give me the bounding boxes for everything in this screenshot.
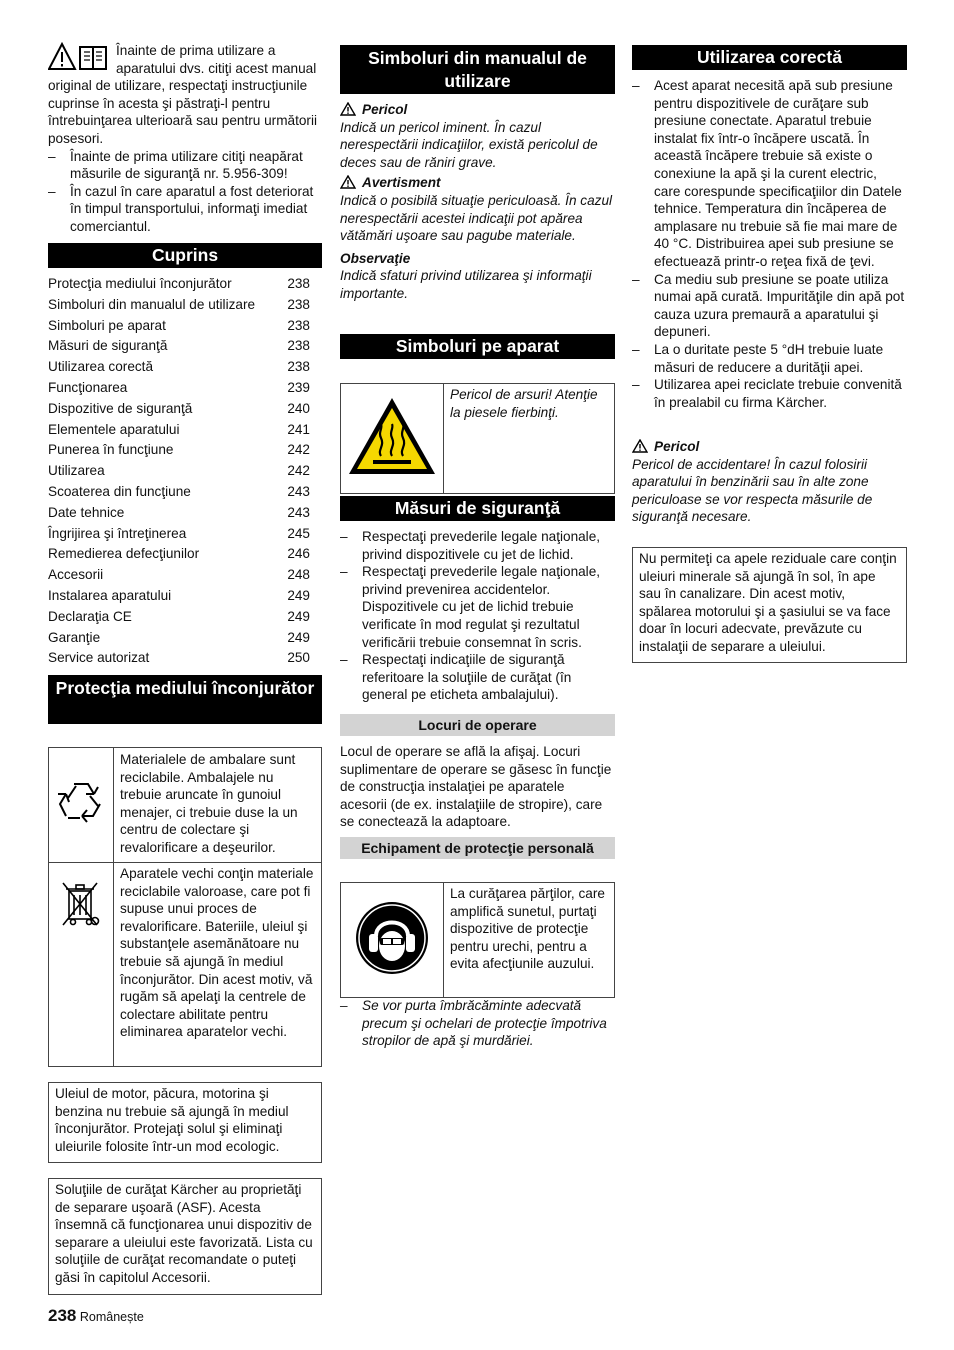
list-item: – La o duritate peste 5 °dH trebuie luate măsuri de reducere a durităţii apei. [632, 341, 907, 376]
device-symbols-heading: Simboluri pe aparat [340, 334, 615, 359]
intro-block [48, 42, 322, 236]
safety-list [340, 528, 615, 704]
toc-heading: Cuprins [48, 243, 322, 268]
toc-row [48, 525, 322, 546]
proper-use-danger [632, 438, 907, 526]
intro-list [48, 148, 322, 236]
weee-text: Aparatele vechi conţin materiale reciclabile valoroase, care pot fi supuse unui proces de revalorificare. Bateriile, uleiul şi substanţele asemănătoare nu trebuie să ajungă în mediul înconjurător. Din acest motiv, vă rugăm să apelaţi la centrele de colectare abilitate pentru eliminarea aparatelor vechi. [114, 863, 322, 1067]
page-number: 238 [48, 1306, 77, 1325]
toc-entry-page: 242 [287, 463, 310, 479]
toc-entry-label: Măsuri de siguranţă [48, 338, 168, 354]
toc-row [48, 566, 322, 587]
toc-entry-page: 238 [287, 359, 310, 375]
note-text: Indică sfaturi privind utilizarea şi informaţii importante. [340, 268, 592, 301]
toc-row [48, 504, 322, 525]
danger-label: Pericol [654, 439, 700, 454]
ppe-text: La curăţarea părţilor, care amplifică sunetul, purtaţi dispozitive de protecţie pentru urechi, pentru a evita afecţiunile auzului. [444, 883, 615, 998]
danger-label: Pericol [362, 102, 408, 117]
danger-label-row [340, 101, 615, 119]
toc-entry-page: 238 [287, 296, 310, 312]
environment-heading: Protecţia mediului înconjurător [48, 675, 322, 724]
list-item: – Respectaţi prevederile legale naţionale, privind dispozitivele cu jet de lichid. [340, 528, 615, 563]
list-item: – Respectaţi prevederile legale naţionale, privind prevenirea accidentelor. Dispozitivele cu jet de lichid trebuie verificate în mod regulat şi rezultatul verificării trebuie consemnat în scris. [340, 563, 615, 651]
toc-entry-label: Remedierea defecţiunilor [48, 546, 200, 562]
toc-row [48, 629, 322, 650]
toc-entry-label: Garanţie [48, 629, 101, 645]
toc-row [48, 317, 322, 338]
danger-text: Pericol de accidentare! În cazul folosirii aparatului în benzinării sau în alte zone periculoase se vor respecta măsurile de siguranţă necesare. [632, 456, 873, 525]
asf-notice-box [48, 1178, 322, 1295]
list-item: – Ca mediu sub presiune se poate utiliza numai apă curată. Impurităţile din apă pot cauza uzura premaură a aparatului şi depuneri. [632, 271, 907, 341]
toc-entry-page: 242 [287, 442, 310, 458]
list-item: – În cazul în care aparatul a fost deteriorat în timpul transportului, informaţi imediat comerciantul. [48, 183, 322, 236]
toc-entry-label: Îngrijirea şi întreţinerea [48, 525, 187, 541]
toc-row [48, 608, 322, 629]
ppe-list [340, 997, 615, 1050]
operating-text: Locul de operare se află la afişaj. Locuri suplimentare de operare se găsesc în funcţie de construcţia instalaţiei pe aparatele acesorii (de ex. instalaţiile de stropire), care se conectează la adaptoare. [340, 744, 612, 830]
toc-row [48, 379, 322, 400]
toc-row [48, 649, 322, 670]
list-item: – Utilizarea apei reciclate trebuie convenită în prealabil cu firma Kärcher. [632, 376, 907, 411]
ppe-table [340, 882, 615, 998]
recycle-text: Materialele de ambalare sunt reciclabile. Ambalajele nu trebuie aruncate în gunoiul menajer, ci trebuie duse la un centru de colectare şi revalorificare a deşeurilor. [114, 748, 322, 863]
warning-label: Avertisment [362, 175, 441, 191]
proper-use-list [632, 77, 907, 411]
danger-triangle-icon [632, 439, 648, 453]
toc-entry-label: Funcţionarea [48, 379, 128, 395]
danger-text: Indică un pericol iminent. În cazul nerespectării indicaţiilor, există pericolul de deces sau de răniri grave. [340, 119, 598, 170]
list-item: – Respectaţi indicaţiile de siguranţă referitoare la soluţiile de curăţat (în general pe eticheta ambalajului). [340, 651, 615, 704]
toc-entry-page: 243 [287, 483, 310, 499]
table-of-contents [48, 275, 322, 670]
toc-entry-label: Punerea în funcţiune [48, 442, 174, 458]
toc-row [48, 296, 322, 317]
ear-eye-protection-icon [354, 900, 430, 976]
crossed-bin-icon [59, 877, 103, 929]
oil-notice-box [48, 1082, 322, 1163]
danger-triangle-icon [340, 102, 356, 116]
toc-entry-page: 245 [287, 525, 310, 541]
language-label: Românește [79, 1310, 144, 1324]
toc-row [48, 462, 322, 483]
manual-symbols-heading: Simboluri din manualul de utilizare [340, 45, 615, 94]
toc-entry-label: Simboluri din manualul de utilizare [48, 296, 256, 312]
toc-entry-label: Date tehnice [48, 504, 125, 520]
oil-notice-text: Uleiul de motor, păcura, motorina şi benzina nu trebuie să ajungă în mediul înconjurător. Protejaţi solul şi eliminaţi uleiurile folosite într-un mod ecologic. [55, 1086, 289, 1154]
environment-table [48, 747, 322, 1067]
toc-row [48, 587, 322, 608]
ppe-heading: Echipament de protecţie personală [340, 837, 615, 859]
toc-row [48, 275, 322, 296]
toc-entry-page: 249 [287, 587, 310, 603]
toc-entry-label: Utilizarea corectă [48, 359, 154, 375]
toc-row [48, 421, 322, 442]
toc-entry-page: 249 [287, 608, 310, 624]
hot-surface-text: Pericol de arsuri! Atenţie la piesele fierbinţi. [444, 384, 615, 494]
toc-entry-label: Instalarea aparatului [48, 587, 172, 603]
list-item: – Se vor purta îmbrăcăminte adecvată precum şi ochelari de protecţie împotriva stropilor de apă şi murdăriei. [340, 997, 615, 1050]
intro-icons [48, 42, 112, 72]
toc-row [48, 441, 322, 462]
note-label: Observaţie [340, 250, 411, 266]
toc-entry-label: Simboluri pe aparat [48, 317, 166, 333]
toc-entry-label: Declaraţia CE [48, 608, 132, 624]
toc-entry-label: Dispozitive de siguranţă [48, 400, 193, 416]
ppe-cell [341, 883, 444, 998]
warning-text: Indică o posibilă situaţie periculoasă. În cazul nerespectării acestei indicaţii pot apărea vătămări uşoare sau pagube materiale. [340, 192, 613, 244]
toc-entry-page: 238 [287, 276, 310, 291]
weee-cell [49, 863, 114, 1067]
toc-entry-page: 238 [287, 317, 310, 333]
toc-row [48, 545, 322, 566]
toc-entry-page: 239 [287, 379, 310, 395]
toc-entry-page: 248 [287, 567, 310, 583]
hot-surface-table [340, 383, 615, 494]
list-item: – Acest aparat necesită apă sub presiune pentru dispozitivele de curăţare sub presiune conectate. Aparatul trebuie instalat fix într-o încăpere uscată. În această încăpere trebuie să existe o conexiune la apă şi la curent electric, care corespunde specificaţiilor din Datele tehnice. Temperatura din încăperea de amplasare nu trebuie să fie mai mare de 40 °C. Distribuirea apei sub presiune se efectuează printr-o reţea fixă de ţevi. [632, 77, 907, 271]
toc-row [48, 337, 322, 358]
toc-row [48, 358, 322, 379]
warning-manual-icon [48, 42, 110, 72]
toc-entry-page: 246 [287, 546, 310, 562]
danger-label-row [632, 438, 907, 456]
hot-surface-warning-icon [345, 394, 439, 478]
recycling-icon [54, 776, 108, 830]
toc-row [48, 483, 322, 504]
toc-entry-label: Scoaterea din funcţiune [48, 483, 191, 499]
intro-text: Înainte de prima utilizare a aparatului dvs. citiţi acest manual original de utilizare, respectaţi instrucţiunile cuprinse în acesta şi păstraţi-l pentru întrebuinţarea ulterioară sau pentru următorii posesori. [48, 43, 318, 146]
toc-entry-label: Protecţia mediului înconjurător [48, 276, 232, 291]
toc-entry-page: 241 [287, 421, 310, 437]
toc-entry-page: 249 [287, 629, 310, 645]
toc-entry-page: 240 [287, 400, 310, 416]
manual-symbols-block [340, 101, 615, 303]
toc-entry-page: 250 [287, 650, 310, 666]
toc-entry-label: Service autorizat [48, 650, 150, 666]
list-item: – Înainte de prima utilizare citiţi neapărat măsurile de siguranţă nr. 5.956-309! [48, 148, 322, 183]
safety-heading: Măsuri de siguranţă [340, 496, 615, 521]
warning-label-row [340, 174, 615, 192]
proper-use-heading: Utilizarea corectă [632, 45, 907, 70]
warning-triangle-icon [340, 175, 356, 189]
page-footer [48, 1307, 144, 1327]
toc-entry-page: 238 [287, 338, 310, 354]
oil-wastewater-text: Nu permiteţi ca apele reziduale care conţin uleiuri minerale să ajungă în sol, în ape sau în canalizare. Din acest motiv, spălarea motorului şi a şasiului se va face doar în locuri adecvate, prevăzute cu instalaţii de separare a uleiului. [639, 551, 897, 654]
toc-row [48, 400, 322, 421]
asf-notice-text: Soluţiile de curăţat Kärcher au proprietăţi de separare uşoară (ASF). Acesta însemnă că funcţionarea unui dispozitiv de separare a uleiului este favorizată. Lista cu soluţiile de curăţat recomandate o puteţi găsi în capitolul Accesorii. [55, 1182, 313, 1285]
oil-wastewater-box [632, 547, 907, 663]
toc-entry-page: 243 [287, 504, 310, 520]
recycle-cell [49, 748, 114, 863]
toc-entry-label: Elementele aparatului [48, 421, 180, 437]
toc-entry-label: Accesorii [48, 567, 104, 583]
hot-surface-cell [341, 384, 444, 494]
operating-heading: Locuri de operare [340, 714, 615, 736]
toc-entry-label: Utilizarea [48, 463, 105, 479]
